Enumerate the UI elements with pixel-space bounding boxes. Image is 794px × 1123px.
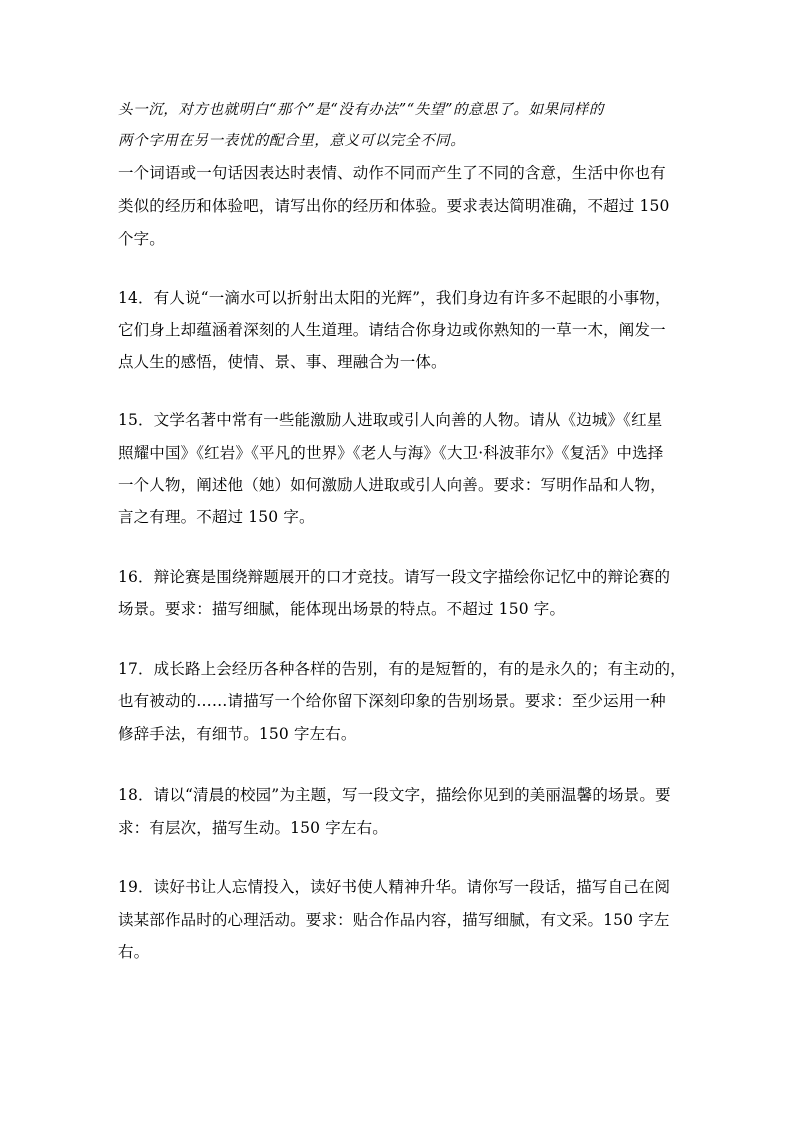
question-18-line-1: 18．请以“清晨的校园”为主题，写一段文字，描绘你见到的美丽温馨的场景。要 xyxy=(118,786,671,804)
question-19-line-3: 右。 xyxy=(118,943,150,961)
intro-line-2: 两个字用在另一表忧的配合里，意义可以完全不同。 xyxy=(118,133,466,149)
question-15-line-1: 15．文学名著中常有一些能激励人进取或引人向善的人物。请从《边城》《红星 xyxy=(118,411,663,429)
question-14-line-3: 点人生的感悟，使情、景、事、理融合为一体。 xyxy=(118,353,447,371)
question-17-line-2: 也有被动的……请描写一个给你留下深刻印象的告别场景。要求：至少运用一种 xyxy=(118,692,666,710)
question-16-line-1: 16．辩论赛是围绕辩题展开的口才竞技。请写一段文字描绘你记忆中的辩论赛的 xyxy=(118,568,671,586)
task-intro-line-1: 一个词语或一句话因表达时表情、动作不同而产生了不同的含意，生活中你也有 xyxy=(118,164,666,182)
question-17-line-1: 17．成长路上会经历各种各样的告别，有的是短暂的，有的是永久的；有主动的， xyxy=(118,660,686,678)
task-intro-line-2: 类似的经历和体验吧，请写出你的经历和体验。要求表达简明准确，不超过 150 xyxy=(118,197,670,215)
question-14-line-1: 14．有人说“一滴水可以折射出太阳的光辉”，我们身边有许多不起眼的小事物， xyxy=(118,289,671,307)
question-17-line-3: 修辞手法，有细节。150 字左右。 xyxy=(118,725,357,743)
question-15-line-2: 照耀中国》《红岩》《平凡的世界》《老人与海》《大卫·科波菲尔》《复活》中选择 xyxy=(118,444,664,462)
question-16-line-2: 场景。要求：描写细腻，能体现出场景的特点。不超过 150 字。 xyxy=(118,600,566,618)
task-intro-line-3: 个字。 xyxy=(118,230,165,248)
question-15-line-3: 一个人物，阐述他（她）如何激励人进取或引人向善。要求：写明作品和人物， xyxy=(118,476,666,494)
question-18-line-2: 求：有层次，描写生动。150 字左右。 xyxy=(118,819,388,837)
intro-line-1: 头一沉，对方也就明白“那个”是“没有办法”“失望”的意思了。如果同样的 xyxy=(118,102,604,118)
question-19-line-1: 19．读好书让人忘情投入，读好书使人精神升华。请你写一段话，描写自己在阅 xyxy=(118,878,671,896)
question-14-line-2: 它们身上却蕴涵着深刻的人生道理。请结合你身边或你熟知的一草一木，阐发一 xyxy=(118,321,666,339)
question-19-line-2: 读某部作品时的心理活动。要求：贴合作品内容，描写细腻，有文采。150 字左 xyxy=(118,911,670,929)
question-15-line-4: 言之有理。不超过 150 字。 xyxy=(118,508,315,526)
